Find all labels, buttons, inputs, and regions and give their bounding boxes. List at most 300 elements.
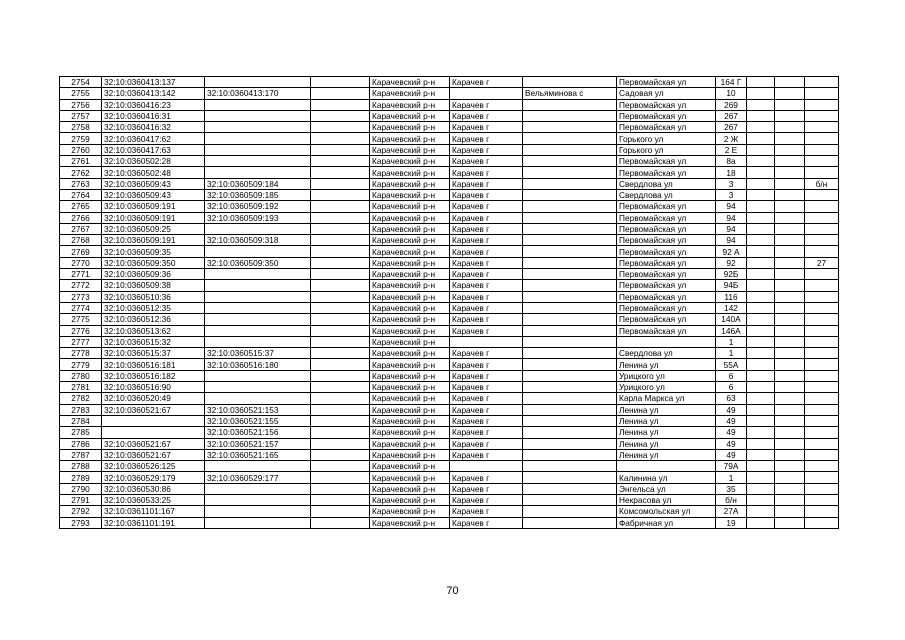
linked-cadastral-number-cell (205, 506, 311, 517)
city-cell: Карачев г (450, 257, 523, 268)
empty-col-cell (311, 382, 370, 393)
table-row (60, 99, 839, 110)
extra-col-3-cell (805, 370, 839, 381)
cadastral-number-cell: 32:10:0360515:37 (102, 348, 205, 359)
house-number-cell: 49 (716, 449, 747, 460)
row-number-cell: 2791 (60, 494, 102, 505)
street-cell (617, 336, 716, 347)
extra-col-3-cell (805, 201, 839, 212)
linked-cadastral-number-cell: 32:10:0360509:185 (205, 189, 311, 200)
street-cell: Урицкого ул (617, 370, 716, 381)
village-cell (523, 302, 617, 313)
street-cell: Первомайская ул (617, 325, 716, 336)
street-cell: Комсомольская ул (617, 506, 716, 517)
empty-col-cell (311, 77, 370, 88)
district-cell: Карачевский р-н (370, 370, 450, 381)
district-cell: Карачевский р-н (370, 269, 450, 280)
extra-col-3-cell (805, 144, 839, 155)
linked-cadastral-number-cell (205, 314, 311, 325)
extra-col-3-cell (805, 88, 839, 99)
linked-cadastral-number-cell: 32:10:0360521:156 (205, 427, 311, 438)
linked-cadastral-number-cell (205, 291, 311, 302)
village-cell (523, 415, 617, 426)
extra-col-2-cell (775, 336, 805, 347)
linked-cadastral-number-cell: 32:10:0360509:318 (205, 235, 311, 246)
district-cell: Карачевский р-н (370, 461, 450, 472)
table-row (60, 382, 839, 393)
table-row (60, 370, 839, 381)
village-cell (523, 201, 617, 212)
village-cell (523, 167, 617, 178)
linked-cadastral-number-cell: 32:10:0360509:350 (205, 257, 311, 268)
extra-col-1-cell (747, 359, 775, 370)
city-cell: Карачев г (450, 167, 523, 178)
extra-col-1-cell (747, 88, 775, 99)
row-number-cell: 2792 (60, 506, 102, 517)
village-cell (523, 99, 617, 110)
extra-col-3-cell (805, 359, 839, 370)
district-cell: Карачевский р-н (370, 212, 450, 223)
extra-col-2-cell (775, 461, 805, 472)
row-number-cell: 2778 (60, 348, 102, 359)
street-cell: Первомайская ул (617, 302, 716, 313)
extra-col-1-cell (747, 336, 775, 347)
district-cell: Карачевский р-н (370, 359, 450, 370)
city-cell: Карачев г (450, 291, 523, 302)
empty-col-cell (311, 393, 370, 404)
city-cell: Карачев г (450, 212, 523, 223)
village-cell (523, 77, 617, 88)
linked-cadastral-number-cell: 32:10:0360521:157 (205, 438, 311, 449)
linked-cadastral-number-cell (205, 461, 311, 472)
extra-col-1-cell (747, 269, 775, 280)
street-cell: Садовая ул (617, 88, 716, 99)
linked-cadastral-number-cell (205, 393, 311, 404)
city-cell: Карачев г (450, 517, 523, 528)
city-cell: Карачев г (450, 483, 523, 494)
house-number-cell: 2 Ж (716, 133, 747, 144)
district-cell: Карачевский р-н (370, 280, 450, 291)
extra-col-2-cell (775, 246, 805, 257)
cadastral-number-cell: 32:10:0360521:67 (102, 449, 205, 460)
linked-cadastral-number-cell: 32:10:0360521:165 (205, 449, 311, 460)
extra-col-2-cell (775, 382, 805, 393)
house-number-cell: 94 (716, 201, 747, 212)
empty-col-cell (311, 246, 370, 257)
extra-col-1-cell (747, 438, 775, 449)
row-number-cell: 2761 (60, 156, 102, 167)
linked-cadastral-number-cell: 32:10:0360515:37 (205, 348, 311, 359)
house-number-cell: 92 (716, 257, 747, 268)
linked-cadastral-number-cell (205, 370, 311, 381)
extra-col-1-cell (747, 302, 775, 313)
district-cell: Карачевский р-н (370, 472, 450, 483)
city-cell: Карачев г (450, 494, 523, 505)
district-cell: Карачевский р-н (370, 122, 450, 133)
cadastral-number-cell: 32:10:0360513:62 (102, 325, 205, 336)
district-cell: Карачевский р-н (370, 178, 450, 189)
city-cell: Карачев г (450, 178, 523, 189)
extra-col-2-cell (775, 144, 805, 155)
city-cell: Карачев г (450, 122, 523, 133)
cadastral-number-cell: 32:10:0360417:63 (102, 144, 205, 155)
table-row (60, 167, 839, 178)
empty-col-cell (311, 506, 370, 517)
extra-col-3-cell (805, 483, 839, 494)
house-number-cell: 19 (716, 517, 747, 528)
extra-col-3-cell (805, 382, 839, 393)
cadastral-number-cell: 32:10:0360515:32 (102, 336, 205, 347)
table-row (60, 133, 839, 144)
extra-col-2-cell (775, 167, 805, 178)
extra-col-1-cell (747, 99, 775, 110)
extra-col-1-cell (747, 212, 775, 223)
row-number-cell: 2764 (60, 189, 102, 200)
empty-col-cell (311, 461, 370, 472)
city-cell: Карачев г (450, 404, 523, 415)
empty-col-cell (311, 291, 370, 302)
linked-cadastral-number-cell (205, 280, 311, 291)
house-number-cell: 49 (716, 404, 747, 415)
cadastral-number-cell: 32:10:0360417:62 (102, 133, 205, 144)
city-cell: Карачев г (450, 314, 523, 325)
linked-cadastral-number-cell (205, 122, 311, 133)
extra-col-2-cell (775, 235, 805, 246)
extra-col-2-cell (775, 483, 805, 494)
house-number-cell: 79А (716, 461, 747, 472)
row-number-cell: 2777 (60, 336, 102, 347)
empty-col-cell (311, 449, 370, 460)
table-row (60, 348, 839, 359)
house-number-cell: 267 (716, 110, 747, 121)
extra-col-2-cell (775, 393, 805, 404)
district-cell: Карачевский р-н (370, 223, 450, 234)
house-number-cell: 10 (716, 88, 747, 99)
city-cell: Карачев г (450, 415, 523, 426)
house-number-cell: 164 Г (716, 77, 747, 88)
linked-cadastral-number-cell (205, 144, 311, 155)
village-cell (523, 280, 617, 291)
extra-col-1-cell (747, 201, 775, 212)
extra-col-1-cell (747, 223, 775, 234)
extra-col-1-cell (747, 257, 775, 268)
row-number-cell: 2784 (60, 415, 102, 426)
extra-col-3-cell (805, 291, 839, 302)
village-cell (523, 494, 617, 505)
extra-col-1-cell (747, 122, 775, 133)
table-row (60, 88, 839, 99)
village-cell (523, 382, 617, 393)
city-cell: Карачев г (450, 472, 523, 483)
empty-col-cell (311, 122, 370, 133)
house-number-cell: 142 (716, 302, 747, 313)
extra-col-3-cell (805, 133, 839, 144)
cadastral-number-cell: 32:10:0360413:137 (102, 77, 205, 88)
extra-col-1-cell (747, 393, 775, 404)
village-cell (523, 393, 617, 404)
cadastral-number-cell: 32:10:0360516:181 (102, 359, 205, 370)
city-cell: Карачев г (450, 427, 523, 438)
linked-cadastral-number-cell (205, 336, 311, 347)
cadastral-number-cell: 32:10:0360502:28 (102, 156, 205, 167)
empty-col-cell (311, 517, 370, 528)
street-cell: Первомайская ул (617, 122, 716, 133)
table-row (60, 178, 839, 189)
village-cell (523, 223, 617, 234)
city-cell: Карачев г (450, 269, 523, 280)
linked-cadastral-number-cell (205, 110, 311, 121)
cadastral-number-cell: 32:10:0360416:31 (102, 110, 205, 121)
empty-col-cell (311, 438, 370, 449)
empty-col-cell (311, 167, 370, 178)
cadastral-number-cell: 32:10:0360526:125 (102, 461, 205, 472)
street-cell: Первомайская ул (617, 291, 716, 302)
linked-cadastral-number-cell: 32:10:0360521:153 (205, 404, 311, 415)
city-cell: Карачев г (450, 246, 523, 257)
street-cell: Первомайская ул (617, 77, 716, 88)
house-number-cell: 6 (716, 382, 747, 393)
extra-col-3-cell (805, 393, 839, 404)
row-number-cell: 2771 (60, 269, 102, 280)
street-cell: Первомайская ул (617, 99, 716, 110)
extra-col-1-cell (747, 280, 775, 291)
district-cell: Карачевский р-н (370, 144, 450, 155)
cadastral-number-cell: 32:10:0360509:191 (102, 235, 205, 246)
extra-col-1-cell (747, 415, 775, 426)
extra-col-2-cell (775, 348, 805, 359)
extra-col-3-cell (805, 189, 839, 200)
table-row (60, 189, 839, 200)
district-cell: Карачевский р-н (370, 201, 450, 212)
cadastral-number-cell: 32:10:0360416:32 (102, 122, 205, 133)
house-number-cell: 49 (716, 427, 747, 438)
street-cell: Ленина ул (617, 427, 716, 438)
table-row (60, 404, 839, 415)
village-cell (523, 404, 617, 415)
linked-cadastral-number-cell (205, 517, 311, 528)
extra-col-2-cell (775, 427, 805, 438)
row-number-cell: 2770 (60, 257, 102, 268)
row-number-cell: 2759 (60, 133, 102, 144)
village-cell (523, 133, 617, 144)
house-number-cell: 3 (716, 178, 747, 189)
extra-col-1-cell (747, 77, 775, 88)
district-cell: Карачевский р-н (370, 88, 450, 99)
extra-col-3-cell (805, 506, 839, 517)
extra-col-3-cell (805, 517, 839, 528)
district-cell: Карачевский р-н (370, 167, 450, 178)
village-cell (523, 449, 617, 460)
empty-col-cell (311, 404, 370, 415)
cadastral-number-cell: 32:10:0360416:23 (102, 99, 205, 110)
linked-cadastral-number-cell (205, 246, 311, 257)
extra-col-3-cell (805, 167, 839, 178)
district-cell: Карачевский р-н (370, 336, 450, 347)
district-cell: Карачевский р-н (370, 506, 450, 517)
empty-col-cell (311, 415, 370, 426)
city-cell (450, 461, 523, 472)
extra-col-3-cell (805, 212, 839, 223)
row-number-cell: 2774 (60, 302, 102, 313)
extra-col-1-cell (747, 449, 775, 460)
village-cell (523, 235, 617, 246)
table-row (60, 235, 839, 246)
empty-col-cell (311, 359, 370, 370)
street-cell: Первомайская ул (617, 257, 716, 268)
city-cell: Карачев г (450, 370, 523, 381)
extra-col-1-cell (747, 144, 775, 155)
village-cell (523, 427, 617, 438)
row-number-cell: 2769 (60, 246, 102, 257)
empty-col-cell (311, 88, 370, 99)
extra-col-1-cell (747, 178, 775, 189)
table-row (60, 517, 839, 528)
street-cell: Первомайская ул (617, 110, 716, 121)
extra-col-3-cell (805, 404, 839, 415)
table-row (60, 427, 839, 438)
extra-col-3-cell (805, 223, 839, 234)
district-cell: Карачевский р-н (370, 189, 450, 200)
district-cell: Карачевский р-н (370, 438, 450, 449)
extra-col-2-cell (775, 415, 805, 426)
linked-cadastral-number-cell (205, 494, 311, 505)
empty-col-cell (311, 99, 370, 110)
extra-col-3-cell (805, 336, 839, 347)
table-row (60, 325, 839, 336)
house-number-cell: 146А (716, 325, 747, 336)
extra-col-2-cell (775, 472, 805, 483)
extra-col-1-cell (747, 370, 775, 381)
extra-col-1-cell (747, 133, 775, 144)
row-number-cell: 2783 (60, 404, 102, 415)
extra-col-3-cell (805, 302, 839, 313)
row-number-cell: 2755 (60, 88, 102, 99)
table-row (60, 291, 839, 302)
village-cell (523, 246, 617, 257)
extra-col-2-cell (775, 77, 805, 88)
city-cell: Карачев г (450, 201, 523, 212)
linked-cadastral-number-cell: 32:10:0360529:177 (205, 472, 311, 483)
extra-col-2-cell (775, 291, 805, 302)
cadastral-number-cell: 32:10:0360502:48 (102, 167, 205, 178)
house-number-cell: 269 (716, 99, 747, 110)
empty-col-cell (311, 314, 370, 325)
district-cell: Карачевский р-н (370, 110, 450, 121)
house-number-cell: 6 (716, 370, 747, 381)
extra-col-2-cell (775, 122, 805, 133)
house-number-cell: 267 (716, 122, 747, 133)
linked-cadastral-number-cell (205, 269, 311, 280)
street-cell: Ленина ул (617, 415, 716, 426)
row-number-cell: 2765 (60, 201, 102, 212)
city-cell: Карачев г (450, 99, 523, 110)
extra-col-2-cell (775, 494, 805, 505)
district-cell: Карачевский р-н (370, 517, 450, 528)
village-cell (523, 314, 617, 325)
row-number-cell: 2776 (60, 325, 102, 336)
cadastral-number-cell: 32:10:0360516:182 (102, 370, 205, 381)
city-cell: Карачев г (450, 144, 523, 155)
extra-col-3-cell (805, 235, 839, 246)
empty-col-cell (311, 144, 370, 155)
extra-col-3-cell (805, 494, 839, 505)
cadastral-number-cell: 32:10:0360509:191 (102, 212, 205, 223)
street-cell: Первомайская ул (617, 156, 716, 167)
street-cell: Горького ул (617, 144, 716, 155)
extra-col-2-cell (775, 449, 805, 460)
district-cell: Карачевский р-н (370, 291, 450, 302)
street-cell: Урицкого ул (617, 382, 716, 393)
district-cell: Карачевский р-н (370, 314, 450, 325)
table-row (60, 257, 839, 268)
linked-cadastral-number-cell: 32:10:0360509:192 (205, 201, 311, 212)
row-number-cell: 2758 (60, 122, 102, 133)
linked-cadastral-number-cell (205, 325, 311, 336)
linked-cadastral-number-cell (205, 223, 311, 234)
district-cell: Карачевский р-н (370, 483, 450, 494)
empty-col-cell (311, 133, 370, 144)
cadastral-number-cell (102, 427, 205, 438)
extra-col-2-cell (775, 404, 805, 415)
row-number-cell: 2790 (60, 483, 102, 494)
extra-col-3-cell (805, 472, 839, 483)
street-cell: Первомайская ул (617, 314, 716, 325)
cadastral-number-cell: 32:10:0360516:90 (102, 382, 205, 393)
extra-col-1-cell (747, 472, 775, 483)
table-row (60, 77, 839, 88)
city-cell: Карачев г (450, 506, 523, 517)
table-row (60, 223, 839, 234)
linked-cadastral-number-cell: 32:10:0360509:184 (205, 178, 311, 189)
empty-col-cell (311, 178, 370, 189)
house-number-cell: 8а (716, 156, 747, 167)
cadastral-number-cell: 32:10:0360512:36 (102, 314, 205, 325)
street-cell: Первомайская ул (617, 235, 716, 246)
district-cell: Карачевский р-н (370, 382, 450, 393)
house-number-cell: 18 (716, 167, 747, 178)
cadastral-number-cell: 32:10:0360509:43 (102, 178, 205, 189)
row-number-cell: 2782 (60, 393, 102, 404)
extra-col-2-cell (775, 133, 805, 144)
cadastral-number-cell: 32:10:0360512:35 (102, 302, 205, 313)
house-number-cell: 55А (716, 359, 747, 370)
row-number-cell: 2775 (60, 314, 102, 325)
city-cell: Карачев г (450, 325, 523, 336)
extra-col-1-cell (747, 483, 775, 494)
table-row (60, 302, 839, 313)
cadastral-number-cell: 32:10:0360509:36 (102, 269, 205, 280)
district-cell: Карачевский р-н (370, 348, 450, 359)
row-number-cell: 2766 (60, 212, 102, 223)
extra-col-3-cell (805, 110, 839, 121)
row-number-cell: 2773 (60, 291, 102, 302)
village-cell (523, 156, 617, 167)
city-cell: Карачев г (450, 189, 523, 200)
table-row (60, 438, 839, 449)
house-number-cell: 92 А (716, 246, 747, 257)
village-cell (523, 269, 617, 280)
street-cell: Первомайская ул (617, 212, 716, 223)
village-cell (523, 257, 617, 268)
city-cell: Карачев г (450, 382, 523, 393)
village-cell: Вельяминова с (523, 88, 617, 99)
house-number-cell: 1 (716, 472, 747, 483)
row-number-cell: 2763 (60, 178, 102, 189)
empty-col-cell (311, 302, 370, 313)
extra-col-2-cell (775, 280, 805, 291)
linked-cadastral-number-cell (205, 167, 311, 178)
extra-col-1-cell (747, 156, 775, 167)
